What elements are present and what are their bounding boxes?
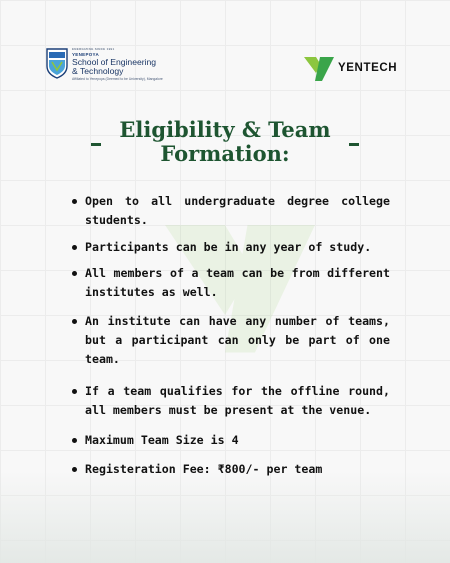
list-item: [72, 312, 390, 369]
list-item: [72, 460, 390, 479]
list-item: [72, 192, 390, 230]
bullet-text: All members of a team can be from different institutes as well.: [85, 266, 390, 299]
school-shield-icon: [46, 48, 68, 79]
bullet-text: Participants can be in any year of study.: [85, 240, 372, 254]
title-line2: Formation:: [160, 141, 290, 166]
list-item: [72, 431, 390, 450]
school-brand: YENEPOYA: [72, 52, 99, 57]
list-item: [72, 382, 390, 420]
list-item: [72, 238, 390, 257]
yentech-wordmark: YENTECH: [338, 62, 398, 74]
page-title: [100, 118, 350, 166]
school-logo: [46, 44, 176, 84]
bullet-text: If a team qualifies for the offline round, all members must be present at the venue.: [85, 384, 390, 417]
list-item: [72, 264, 390, 302]
yentech-logo: [304, 56, 414, 82]
bullet-icon: [72, 319, 77, 324]
title-line1: Eligibility & Team: [119, 117, 331, 142]
school-tagline: ENERGIZING SINCE 1991: [72, 47, 115, 51]
bullet-icon: [72, 389, 77, 394]
school-name-line2: & Technology: [72, 66, 124, 76]
bullet-icon: [72, 271, 77, 276]
eligibility-list: [72, 192, 390, 479]
bullet-text: An institute can have any number of teams, but a participant can only be part of one team.: [85, 314, 390, 366]
bullet-icon: [72, 199, 77, 204]
bullet-text: Maximum Team Size is 4: [85, 433, 239, 447]
yentech-mark-icon: [304, 56, 334, 82]
bullet-icon: [72, 467, 77, 472]
bullet-text: Open to all undergraduate degree college students.: [85, 194, 390, 227]
bullet-text: Registeration Fee: ₹800/- per team: [85, 462, 323, 476]
bullet-icon: [72, 438, 77, 443]
school-affiliation: Affiliated to Yenepoya (Deemed to be University), Mangalore: [72, 77, 163, 81]
title-dash-right: [349, 143, 359, 146]
school-name-line1: School of Engineering: [72, 57, 157, 67]
bullet-icon: [72, 245, 77, 250]
